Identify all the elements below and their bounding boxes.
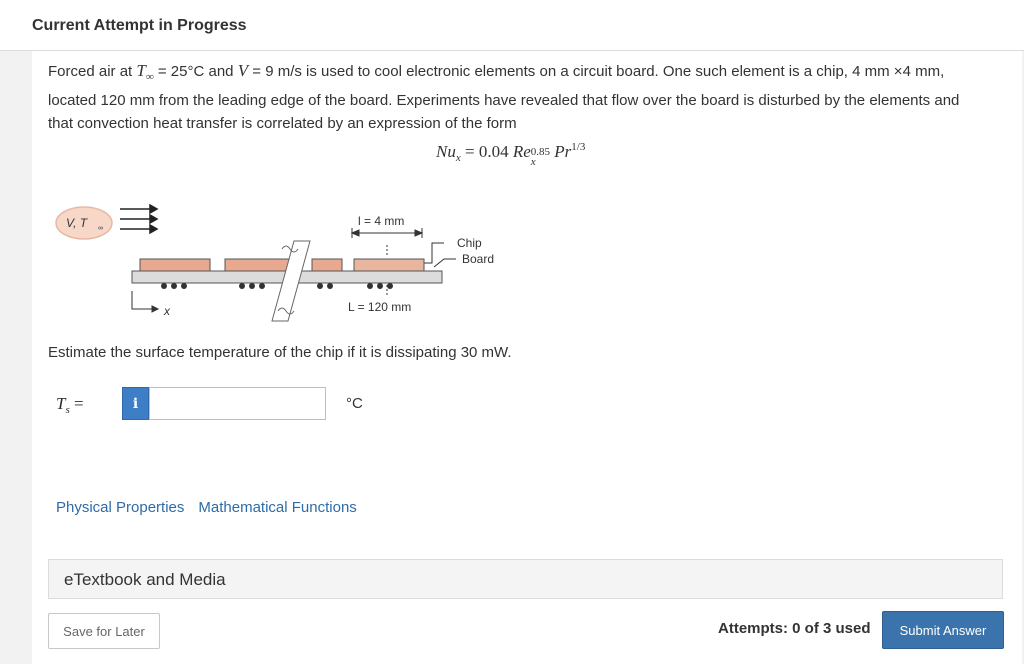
flow-label: V, T xyxy=(66,216,88,230)
temperature-value: 25°C and xyxy=(170,63,238,80)
problem-statement xyxy=(48,59,978,135)
chips xyxy=(140,259,424,271)
info-icon[interactable]: i xyxy=(122,387,149,420)
answer-label: $T_s$ = xyxy=(56,394,84,416)
flow-label-sub: ∞ xyxy=(98,225,103,232)
equals-2: = xyxy=(248,63,266,80)
save-for-later-button[interactable]: Save for Later xyxy=(48,613,160,649)
mathematical-functions-link[interactable]: Mathematical Functions xyxy=(198,499,357,516)
flow-arrows-icon xyxy=(120,205,157,233)
page-title: Current Attempt in Progress xyxy=(32,17,247,34)
board-diagram xyxy=(52,201,512,331)
resource-links xyxy=(56,499,371,516)
submit-answer-button[interactable]: Submit Answer xyxy=(882,611,1004,649)
problem-text-2: 9 m/s is used to cool electronic elements on a circuit board. One such element is a chip, 4 mm ×4 mm, located 120 mm from the leading edge of the board. Experiments have revealed that flow over the board is disturbed by the elements and that convection heat transfer is correlated by an expression of the form xyxy=(48,63,960,132)
attempts-counter: Attempts: 0 of 3 used xyxy=(718,620,871,637)
unit-label: °C xyxy=(346,395,363,412)
problem-text-1: Forced air at xyxy=(48,63,137,80)
surface-temperature-input[interactable] xyxy=(149,387,326,420)
circuit-board-figure xyxy=(52,201,512,336)
chip-length-dimension-icon xyxy=(352,228,422,257)
question-text: Estimate the surface temperature of the chip if it is dissipating 30 mW. xyxy=(48,344,512,361)
x-axis-label: x xyxy=(164,304,170,318)
t-infinity-symbol: $T_\infty$ xyxy=(136,61,154,83)
flow-label-cloud xyxy=(56,207,112,239)
chip-label: Chip xyxy=(457,236,482,250)
chip-length-label: l = 4 mm xyxy=(358,214,405,228)
velocity-symbol: V xyxy=(237,61,249,80)
question-panel xyxy=(32,51,1022,664)
nusselt-correlation: $Nu_x = 0.04$ Re 0.85 x $Pr^{1/3}$ xyxy=(436,141,586,168)
etextbook-media-label: eTextbook and Media xyxy=(64,570,226,589)
etextbook-media-section[interactable] xyxy=(48,559,1003,599)
solder-beads xyxy=(161,283,393,289)
x-axis-icon xyxy=(132,291,158,312)
equals-1: = xyxy=(153,63,171,80)
page-header xyxy=(0,0,1024,51)
board-label: Board xyxy=(462,252,495,266)
leading-distance-label: L = 120 mm xyxy=(348,300,412,314)
physical-properties-link[interactable]: Physical Properties xyxy=(56,499,185,516)
